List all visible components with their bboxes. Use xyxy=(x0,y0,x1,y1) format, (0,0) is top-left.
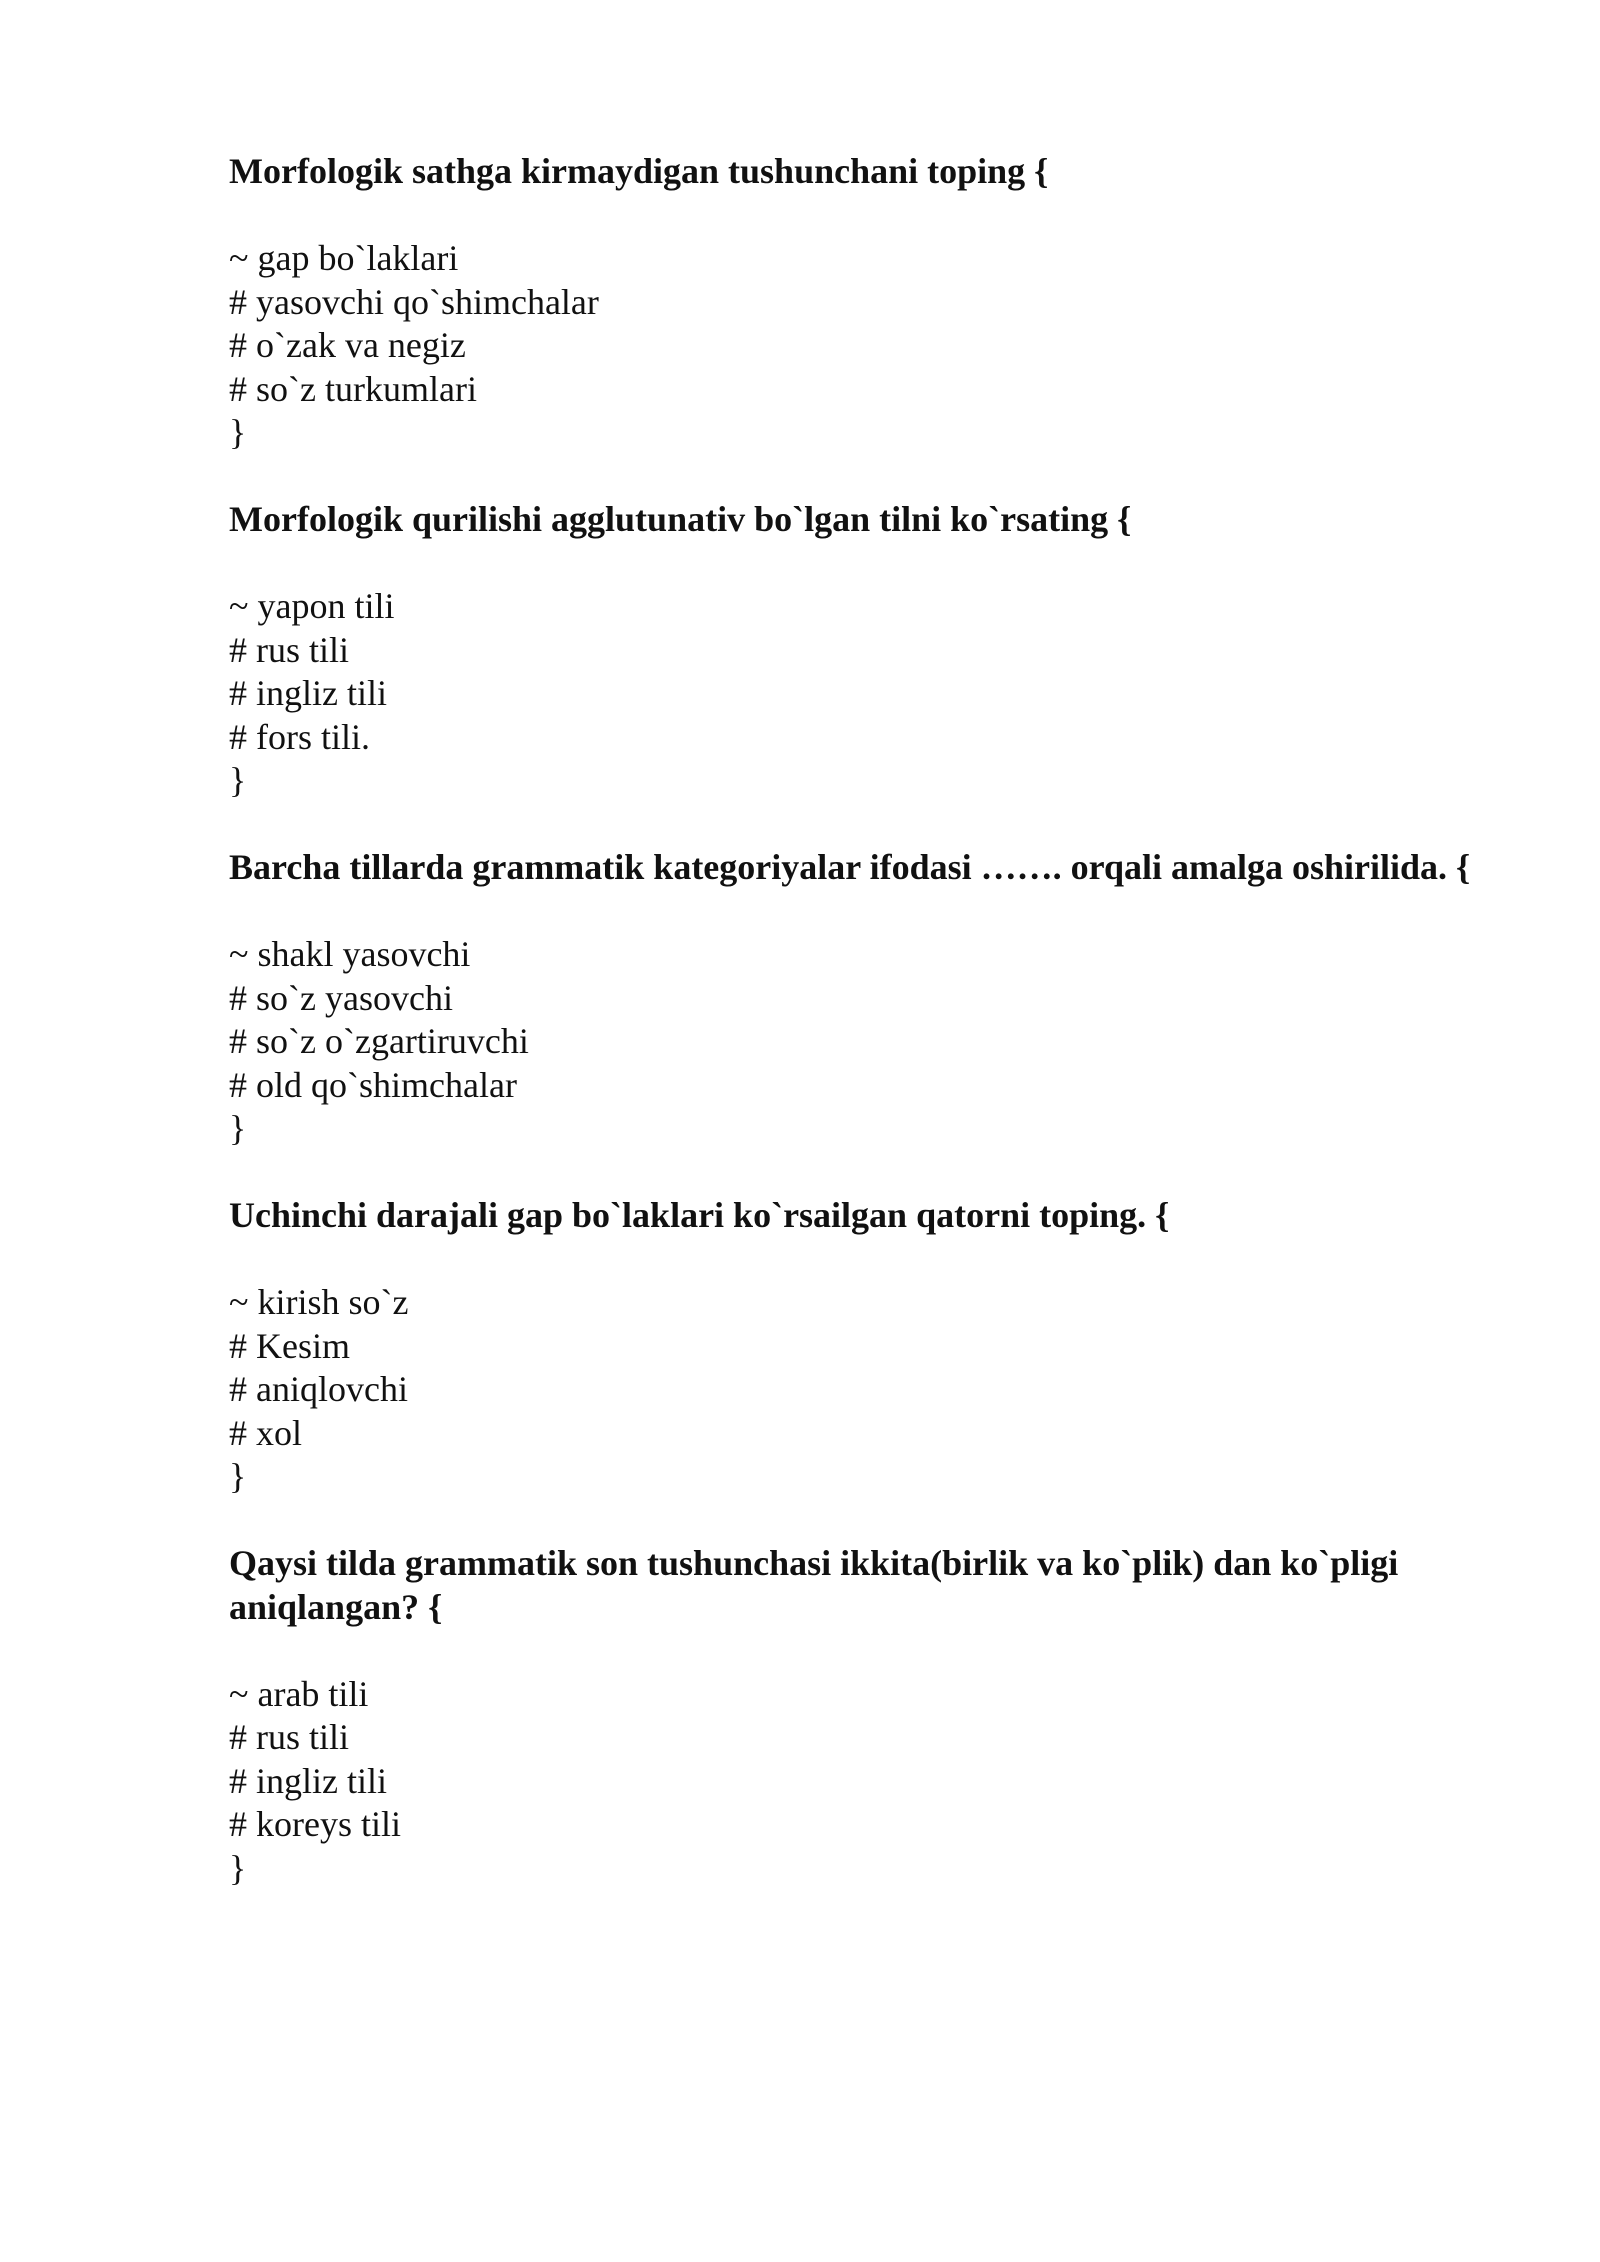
question-title: Morfologik qurilishi agglutunativ bo`lgan tilni ko`rsating { xyxy=(229,499,1132,539)
spacer xyxy=(229,1151,1479,1195)
question-1 xyxy=(229,150,1479,455)
question-5 xyxy=(229,1542,1479,1890)
document-page xyxy=(229,150,1479,1890)
closing-brace: } xyxy=(229,1456,247,1496)
spacer xyxy=(229,1238,1479,1282)
answer-option: ~ shakl yasovchi xyxy=(229,934,471,974)
answer-option: # ingliz tili xyxy=(229,1760,387,1801)
question-title: Barcha tillarda grammatik kategoriyalar ifodasi ……. orqali amalga oshirilida. { xyxy=(229,847,1471,887)
answer-option: # xol xyxy=(229,1412,303,1453)
spacer xyxy=(229,1499,1479,1543)
answer-option: # fors tili. xyxy=(229,716,370,757)
spacer xyxy=(229,194,1479,238)
answer-option: # so`z o`zgartiruvchi xyxy=(229,1021,529,1061)
answer-option: # aniqlovchi xyxy=(229,1369,408,1409)
answer-option: ~ kirish so`z xyxy=(229,1282,409,1322)
answer-option: # so`z turkumlari xyxy=(229,368,477,409)
answer-option: ~ gap bo`laklari xyxy=(229,238,459,278)
answer-option: # so`z yasovchi xyxy=(229,977,453,1018)
answer-option: # ingliz tili xyxy=(229,673,387,713)
spacer xyxy=(229,542,1479,586)
question-3 xyxy=(229,846,1479,1151)
answer-option: ~ arab tili xyxy=(229,1673,369,1714)
question-title: Qaysi tilda grammatik son tushunchasi ikkita(birlik va ko`plik) dan ko`pligi aniqlangan? { xyxy=(229,1543,1399,1627)
question-title: Morfologik sathga kirmaydigan tushunchani toping { xyxy=(229,151,1049,191)
spacer xyxy=(229,1629,1479,1673)
closing-brace: } xyxy=(229,1847,247,1888)
answer-option: # old qo`shimchalar xyxy=(229,1064,517,1105)
closing-brace: } xyxy=(229,412,247,452)
spacer xyxy=(229,803,1479,847)
answer-option: # koreys tili xyxy=(229,1804,401,1844)
question-2 xyxy=(229,498,1479,803)
closing-brace: } xyxy=(229,1108,247,1148)
answer-option: # o`zak va negiz xyxy=(229,325,466,365)
answer-option: # rus tili xyxy=(229,1717,350,1757)
spacer xyxy=(229,890,1479,934)
answer-option: ~ yapon tili xyxy=(229,586,395,626)
question-4 xyxy=(229,1194,1479,1499)
answer-option: # yasovchi qo`shimchalar xyxy=(229,281,599,322)
spacer xyxy=(229,455,1479,499)
question-title: Uchinchi darajali gap bo`laklari ko`rsailgan qatorni toping. { xyxy=(229,1195,1170,1235)
closing-brace: } xyxy=(229,760,247,800)
answer-option: # Kesim xyxy=(229,1325,350,1366)
answer-option: # rus tili xyxy=(229,629,350,670)
